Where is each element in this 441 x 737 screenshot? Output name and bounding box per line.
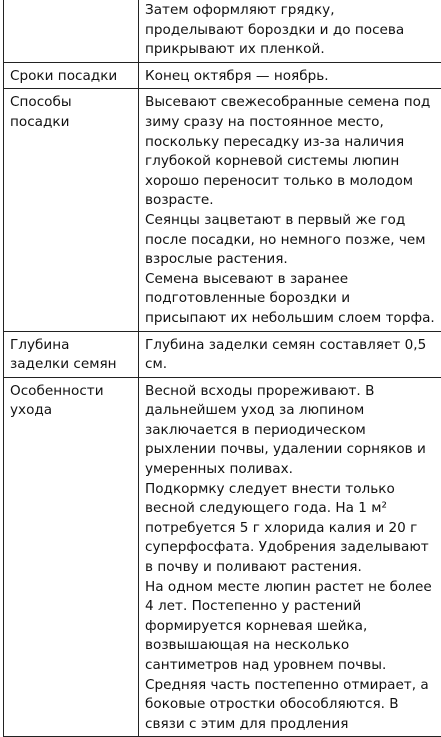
- table-row: [4, 0, 441, 62]
- table-row: [4, 89, 441, 331]
- paragraph: На одном месте люпин растет не более 4 лет. Постепенно у растений формируется корневая шейка, возвышающая на несколько сантиметров над уровнем почвы. Средняя часть постепенно отмирает, а боковые отростки обособляются. В связи с этим для продления: [145, 578, 435, 735]
- paragraph: Сеянцы зацветают в первый же год после посадки, но немного позже, чем взрослые растения.: [145, 211, 435, 270]
- row-content: [139, 0, 441, 62]
- table-row: [4, 377, 441, 737]
- row-label: Глубина заделки семян: [4, 331, 139, 377]
- paragraph: Высевают свежесобранные семена под зиму сразу на постоянное место, поскольку пересадку из-за наличия глубокой корневой системы люпин хорошо переносит только в молодом возрасте.: [145, 93, 435, 211]
- paragraph: Семена высевают в заранее подготовленные бороздки и присыпают их небольшим слоем торфа.: [145, 270, 435, 329]
- row-content: [139, 62, 441, 89]
- paragraph: Весной всходы прореживают. В дальнейшем уход за люпином заключается в периодическом рыхлении почвы, удалении сорняков и умеренных поливах.: [145, 382, 435, 480]
- row-content: [139, 89, 441, 331]
- row-label: Особенности ухода: [4, 377, 139, 737]
- table-row: [4, 62, 441, 89]
- row-label: Сроки посадки: [4, 62, 139, 89]
- paragraph: Затем оформляют грядку, проделывают бороздки и до посева прикрывают их пленкой.: [145, 1, 435, 60]
- row-content: [139, 331, 441, 377]
- row-content: [139, 377, 441, 737]
- row-label: [4, 0, 139, 62]
- paragraph: Подкормку следует внести только весной следующего года. На 1 м² потребуется 5 г хлорида калия и 20 г суперфосфата. Удобрения заделывают в почву и поливают растения.: [145, 480, 435, 578]
- table-row: [4, 331, 441, 377]
- paragraph: Конец октября — ноябрь.: [145, 67, 435, 87]
- care-info-table: [3, 0, 441, 737]
- row-label: Способы посадки: [4, 89, 139, 331]
- paragraph: Глубина заделки семян составляет 0,5 см.: [145, 336, 435, 375]
